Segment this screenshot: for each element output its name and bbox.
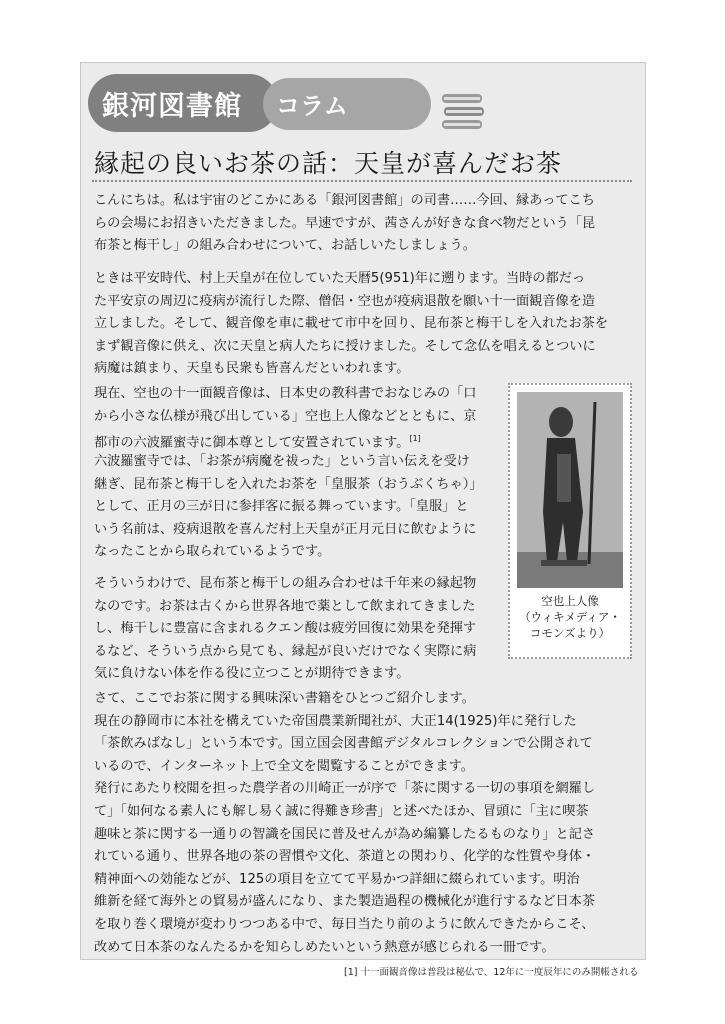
footnote-marker: [1] <box>409 434 421 444</box>
title-divider <box>92 180 632 182</box>
temple-paragraph: 六波羅蜜寺では、「お茶が病魔を祓った」という言い伝えを受け 継ぎ、昆布茶と梅干しを入れたお茶を「皇服茶（おうぶくちゃ）」 として、正月の三が日に参拝客に振る舞っています。「皇服」と いう名前は、疫病退散を喜んだ村上天皇が正月元日に飲むように なったことから取られているようです。 <box>94 454 483 560</box>
footnote: [1] 十一面観音像は普段は秘仏で、12年に一度辰年にのみ開帳される <box>344 967 639 978</box>
column-header <box>88 72 448 138</box>
column-title: 縁起の良いお茶の話：天皇が喜んだお茶 <box>94 149 563 178</box>
today-paragraph <box>94 383 508 455</box>
statue-caption: 空也上人像 （ウィキメディア・ コモンズより） <box>519 594 621 640</box>
kuya-statue-photo <box>517 392 623 588</box>
intro-paragraph: こんにちは。私は宇宙のどこかにある「銀河図書館」の司書……今回、縁あってこち らの会場にお招きいただきました。早速ですが、茜さんが好きな食べ物だという「昆 布茶と梅干し」の組み合わせについて、お話しいたしましょう。 <box>94 193 596 254</box>
column-label: コラム <box>276 92 348 120</box>
book-paragraph: さて、ここでお茶に関する興味深い書籍をひとつご紹介します。 現在の静岡市に本社を構えていた帝国農業新聞社が、大正14(1925)年に発行した 「茶飲みばなし」という本です。国立国会図書館デジタルコレクションで公開されて いるので、インターネット上で全文を閲覧することができます。 発行にあたり校閲を担った農学者の川崎正一が序で「茶に関する一切の事項を網羅し て」「如何なる素人にも解し易く誠に得難き珍書」と述べたほか、冒頭に「主に喫茶 趣味と茶に関する一通りの智識を国民に普及せんが為め編纂したるものなり」と記さ れている通り、世界各地の茶の習慣や文化、茶道との関わり、化学的な性質や身体・ 精神面への効能などが、125の項目を立てて平易かつ詳細に綴られています。明治 維新を経て海外との貿易が盛んになり、また製造過程の機械化が進行するなど日本茶 を取り巻く環境が変わりつつある中で、毎日当たり前のように飲んできたからこそ、 改めて日本茶のなんたるかを知らしめたいという熱意が感じられる一冊です。 <box>94 691 596 955</box>
history-paragraph: ときは平安時代、村上天皇が在位していた天暦5(951)年に遡ります。当時の都だっ た平安京の周辺に疫病が流行した際、僧侶・空也が疫病退散を願い十一面観音像を造 立しました。そして、観音像を車に載せて市中を回り、昆布茶と梅干しを入れたお茶を まず観音像に供え、次に天皇と病人たちに授けました。そして念仏を唱えるとついに 病魔は鎮まり、天皇も民衆も皆喜んだといわれます。 <box>94 271 609 377</box>
health-paragraph: そういうわけで、昆布茶と梅干しの組み合わせは千年来の縁起物 なのです。お茶は古くから世界各地で薬として飲まれてきました し、梅干しに豊富に含まれるクエン酸は疲労回復に効果を発揮す るなど、そういう点から見ても、縁起が良いだけでなく実際に病 気に負けない体を作る役に立つことが期待できます。 <box>94 576 477 682</box>
today-text-a: 現在、空也の十一面観音像は、日本史の教科書でおなじみの「口 から小さな仏様が飛び出している」空也上人像などとともに、京 都市の六波羅蜜寺に御本尊として安置されています。 <box>94 386 477 451</box>
brand-label: 銀河図書館 <box>102 91 242 122</box>
books-icon <box>440 90 486 136</box>
statue-figure <box>508 383 632 659</box>
